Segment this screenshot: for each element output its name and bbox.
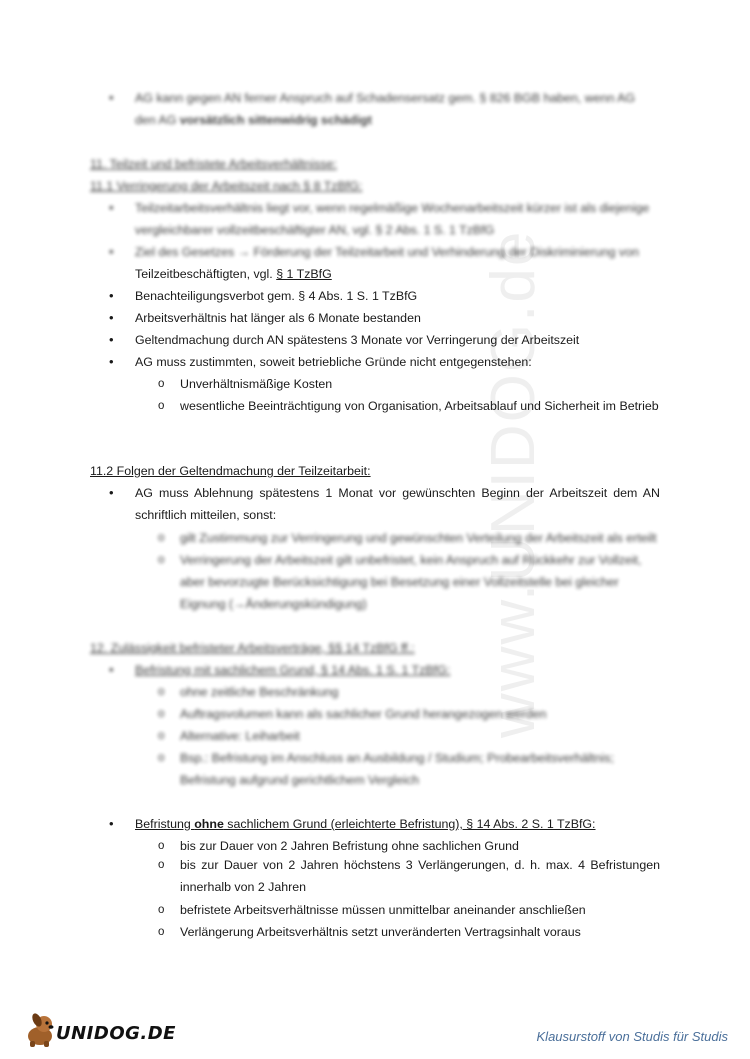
sub-auftragsvolumen: o Auftragsvolumen kann als sachlicher Grund herangezogen werden: [180, 706, 546, 722]
heading-11-2: 11.2 Folgen der Geltendmachung der Teilzeitarbeit:: [90, 464, 371, 478]
bullet-schadensersatz-cont: den AG vorsätzlich sittenwidrig schädigt: [135, 113, 372, 127]
bullet-ziel: • Ziel des Gesetzes → Förderung der Teilzeitarbeit und Verhinderung der Diskriminierung von: [135, 244, 639, 260]
bullet-befristung-ohne-grund: • Befristung ohne sachlichem Grund (erleichterte Befristung), § 14 Abs. 2 S. 1 TzBfG:: [135, 816, 596, 832]
sub-verlaengerungen: o bis zur Dauer von 2 Jahren höchstens 3 Verlängerungen, d. h. max. 4 Befristungen innerhalb von 2 Jahren: [180, 854, 660, 898]
bullet-teilzeit-def: • Teilzeitarbeitsverhältnis liegt vor, wenn regelmäßige Wochenarbeitszeit kürzer ist als diejenige: [135, 200, 649, 216]
bullet-benachteiligungsverbot: • Benachteiligungsverbot gem. § 4 Abs. 1 S. 1 TzBfG: [135, 288, 417, 304]
bullet-zustimmung: • AG muss zustimmten, soweit betriebliche Gründe nicht entgegenstehen:: [135, 354, 532, 370]
bullet-teilzeit-def-cont: vergleichbarer vollzeitbeschäftigter AN, vgl. § 2 Abs. 1 S. 1 TzBfG: [135, 223, 495, 237]
bullet-arbeitsverhaeltnis-dauer: • Arbeitsverhältnis hat länger als 6 Monate bestanden: [135, 310, 421, 326]
sub-zwei-jahre: o bis zur Dauer von 2 Jahren Befristung ohne sachlichen Grund: [180, 838, 519, 854]
heading-12: 12. Zulässigkeit befristeter Arbeitsverträge, §§ 14 TzBfG ff.:: [90, 641, 415, 655]
sub-beeintraechtigung: o wesentliche Beeinträchtigung von Organisation, Arbeitsablauf und Sicherheit im Betrieb: [180, 395, 660, 417]
bullet-ablehnung: • AG muss Ablehnung spätestens 1 Monat vor gewünschten Beginn der Arbeitszeit dem AN schriftlich mitteilen, sonst:: [135, 482, 660, 526]
sub-zustimmung-gilt: o gilt Zustimmung zur Verringerung und gewünschten Verteilung der Arbeitszeit als erteilt: [180, 530, 657, 546]
sub-unbefristet-cont2: Eignung (→Änderungskündigung): [180, 597, 367, 611]
bullet-befristung-mit-grund: • Befristung mit sachlichem Grund, § 14 Abs. 1 S. 1 TzBfG:: [135, 662, 450, 678]
heading-11: 11. Teilzeit und befristete Arbeitsverhältnisse:: [90, 157, 337, 171]
sub-unbefristet-cont1: aber bevorzugte Berücksichtigung bei Besetzung einer Vollzeitstelle bei gleicher: [180, 575, 619, 589]
bullet-geltendmachung: • Geltendmachung durch AN spätestens 3 Monate vor Verringerung der Arbeitszeit: [135, 332, 579, 348]
watermark: www.UNIDOG.de: [479, 229, 548, 738]
unidog-logo: UNIDOG.DE: [22, 1010, 162, 1050]
bullet-schadensersatz: • AG kann gegen AN ferner Anspruch auf Schadensersatz gem. § 826 BGB haben, wenn AG: [135, 90, 635, 106]
sub-beispiel-cont: Befristung aufgrund gerichtlichem Vergleich: [180, 773, 419, 787]
sub-leiharbeit: o Alternative: Leiharbeit: [180, 728, 300, 744]
bullet-ziel-cont: Teilzeitbeschäftigten, vgl. § 1 TzBfG: [135, 267, 332, 281]
sub-vertragsinhalt: o Verlängerung Arbeitsverhältnis setzt unveränderten Vertragsinhalt voraus: [180, 924, 581, 940]
sub-kosten: o Unverhältnismäßige Kosten: [180, 376, 332, 392]
heading-11-1: 11.1 Verringerung der Arbeitszeit nach § 8 TzBfG:: [90, 179, 363, 193]
sub-ohne-zeitliche: o ohne zeitliche Beschränkung: [180, 684, 338, 700]
sub-unbefristet: o Verringerung der Arbeitszeit gilt unbefristet, kein Anspruch auf Rückkehr zur Vollzeit,: [180, 552, 641, 568]
sub-anschliessen: o befristete Arbeitsverhältnisse müssen unmittelbar aneinander anschließen: [180, 902, 586, 918]
sub-beispiel: o Bsp.: Befristung im Anschluss an Ausbildung / Studium; Probearbeitsverhältnis;: [180, 750, 614, 766]
footer-slogan: Klausurstoff von Studis für Studis: [536, 1029, 728, 1044]
reference-link: § 1 TzBfG: [276, 267, 332, 281]
